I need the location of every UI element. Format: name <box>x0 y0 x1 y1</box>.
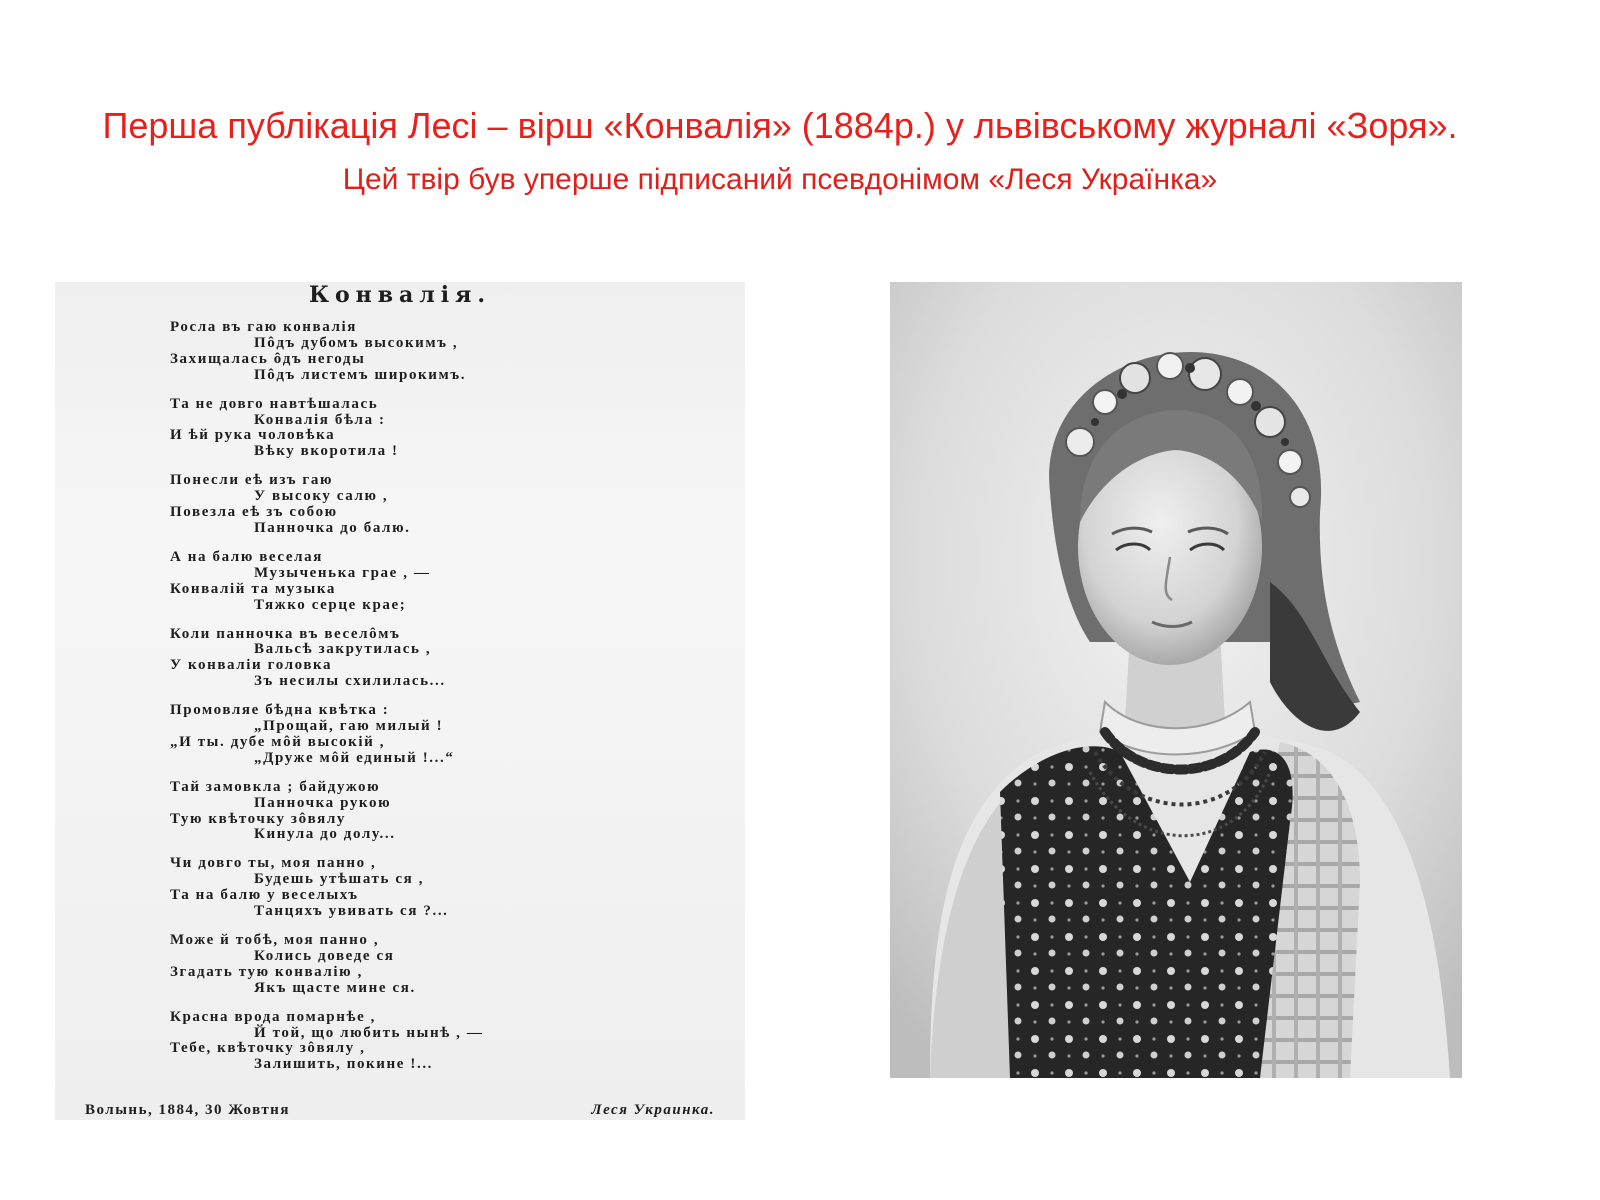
poem-stanza <box>170 780 730 844</box>
poem-stanza <box>170 550 730 614</box>
poem-line: Панночка рукою <box>254 794 392 811</box>
poem-line: Тяжко серце крае; <box>254 596 407 613</box>
poem-line: Вѣку вкоротила ! <box>254 443 399 460</box>
poem-line: Та не довго навтѣшалась <box>170 395 379 412</box>
poem-line: „Прощай, гаю милый ! <box>254 718 444 735</box>
poem-stanza <box>170 703 730 767</box>
portrait-illustration <box>890 282 1462 1078</box>
poem-line: И ѣй рука чоловѣка <box>170 427 336 444</box>
poem-line: Й той, що любить нынѣ , — <box>254 1024 484 1041</box>
poem-line: Тебе, квѣточку зôвялу , <box>170 1040 366 1057</box>
poem-line: Може й тобѣ, моя панно , <box>170 932 380 948</box>
poem-line: Будешь утѣшать ся , <box>254 871 425 888</box>
poem-line: Пôдъ листемъ широкимъ. <box>254 366 467 383</box>
poem-line: Чи довго ты, моя панно , <box>170 855 377 872</box>
poem-line: Залишить, покине !... <box>254 1056 434 1073</box>
poem-title: Конвалія. <box>308 282 492 308</box>
poem-stanza <box>170 473 730 537</box>
poem-line: „И ты. дубе мôй высокій , <box>170 733 386 750</box>
poem-line: Кинула до долу... <box>254 826 396 843</box>
slide-title: Перша публікація Лесі – вірш «Конвалія» (1884р.) у львівському журналі «Зоря». <box>102 105 1458 146</box>
poem-stanza <box>170 397 730 461</box>
poem-line: У высоку салю , <box>254 488 389 505</box>
poem-stanza <box>170 320 730 384</box>
poem-line: Промовляе бѣдна квѣтка : <box>170 702 390 719</box>
poem-line: Якъ щасте мине ся. <box>254 979 416 996</box>
poem-signature: Леся Украинка. <box>591 1102 715 1118</box>
poem-stanza <box>170 856 730 920</box>
poem-line: Пôдъ дубомъ высокимъ , <box>254 334 459 351</box>
poem-line: Тую квѣточку зôвялу <box>170 810 346 827</box>
poem-stanza <box>170 1010 730 1074</box>
poem-line: Конвалія бѣла : <box>254 411 386 428</box>
poem-line: У конваліи головка <box>170 657 333 674</box>
poem-line: Зъ несилы схилилась... <box>254 673 446 690</box>
poem-line: Тай замовкла ; байдужою <box>170 778 381 795</box>
poem-line: Вальсѣ закрутилась , <box>254 641 432 658</box>
poem-line: „Друже мôй единый !...“ <box>254 749 455 766</box>
poem-line: Понесли еѣ изъ гаю <box>170 472 334 489</box>
poem-line: Коли панночка въ веселôмъ <box>170 625 401 642</box>
poem-line: Росла въ гаю конвалія <box>170 319 357 335</box>
poem-line: А на балю веселая <box>170 548 323 565</box>
poem-place-date: Волынь, 1884, 30 Жовтня <box>85 1102 290 1118</box>
poem-line: Танцяхъ увивать ся ?... <box>254 903 449 920</box>
poem-line: Повезла еѣ зъ собою <box>170 504 338 521</box>
poem-line: Захищалась ôдъ негоды <box>170 350 366 367</box>
portrait-photo <box>890 282 1462 1078</box>
poem-scan <box>55 282 745 1120</box>
poem-stanza <box>170 933 730 997</box>
poem-stanza <box>170 627 730 691</box>
poem-line: Та на балю у веселыхъ <box>170 887 359 904</box>
poem-line: Згадать тую конвалію , <box>170 963 363 980</box>
poem-line: Музыченька грае , — <box>254 564 431 581</box>
poem-line: Конвалій та музыка <box>170 580 336 597</box>
poem-line: Красна врода помарнѣе , <box>170 1008 377 1025</box>
poem-line: Панночка до балю. <box>254 519 411 536</box>
title-block <box>40 98 1520 200</box>
poem-line: Колись доведе ся <box>254 947 395 964</box>
slide-subtitle: Цей твір був уперше підписаний псевдонімом «Леся Українка» <box>342 163 1218 196</box>
poem-text <box>170 320 730 1073</box>
